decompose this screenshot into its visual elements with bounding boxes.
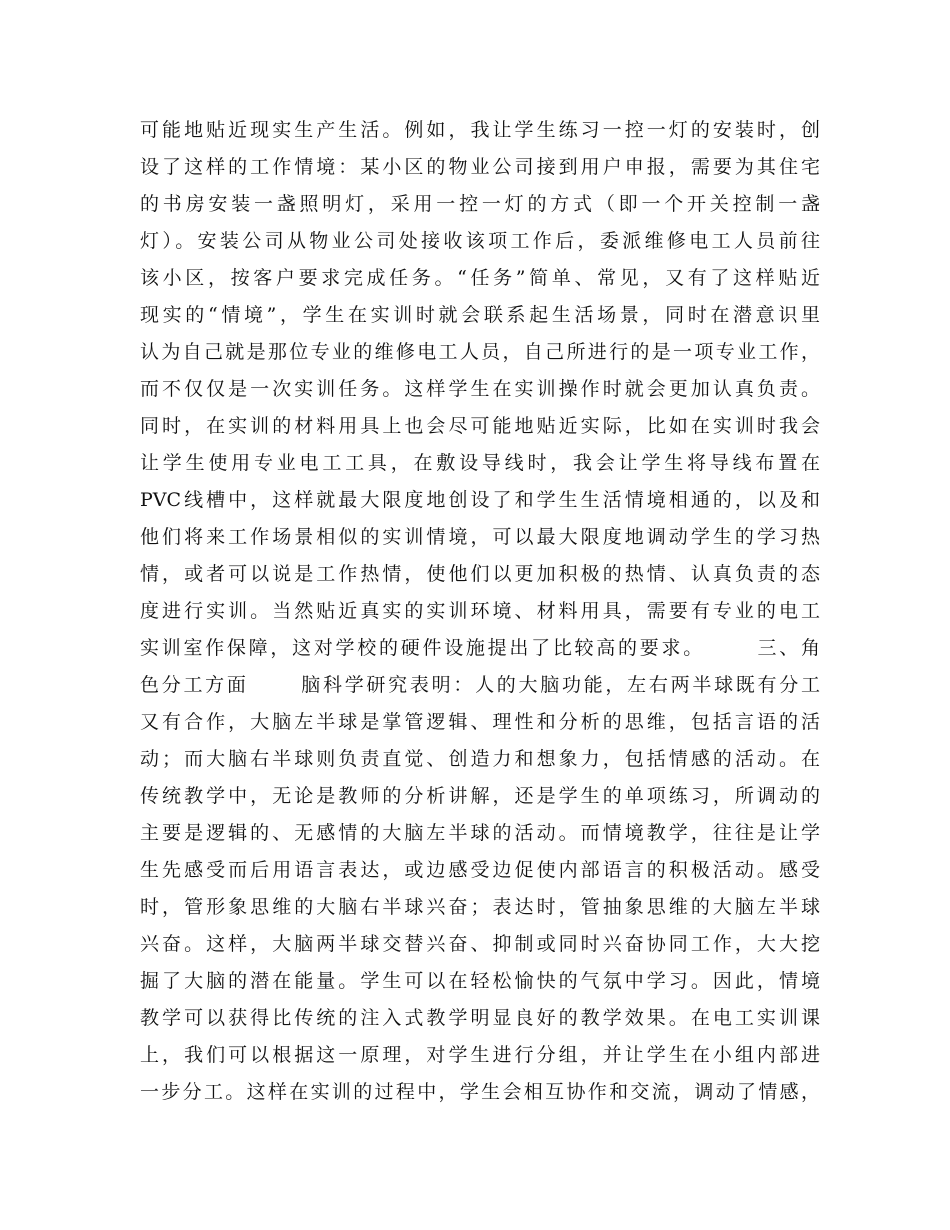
text-line-15: 实训室作保障，这对学校的硬件设施提出了比较高的要求。 三、角 — [140, 637, 820, 659]
text-line-14: 度进行实训。当然贴近真实的实训环境、材料用具，需要有专业的电工 — [140, 600, 820, 622]
text-line-4: 灯）。安装公司从物业公司处接收该项工作后，委派维修电工人员前往 — [140, 230, 820, 252]
text-line-8: 而不仅仅是一次实训任务。这样学生在实训操作时就会更加认真负责。 — [140, 378, 820, 400]
text-line-17: 又有合作，大脑左半球是掌管逻辑、理性和分析的思维，包括言语的活 — [140, 711, 820, 733]
text-line-23: 兴奋。这样，大脑两半球交替兴奋、抑制或同时兴奋协同工作，大大挖 — [140, 933, 820, 955]
text-line-5: 该小区，按客户要求完成任务。“任务”简单、常见，又有了这样贴近 — [140, 267, 820, 289]
text-line-22: 时，管形象思维的大脑右半球兴奋；表达时，管抽象思维的大脑左半球 — [140, 896, 820, 918]
text-line-3: 的书房安装一盏照明灯，采用一控一灯的方式（即一个开关控制一盏 — [140, 193, 820, 215]
text-line-13: 情，或者可以说是工作热情，使他们以更加积极的热情、认真负责的态 — [140, 563, 820, 585]
text-line-12: 他们将来工作场景相似的实训情境，可以最大限度地调动学生的学习热 — [140, 526, 820, 548]
text-line-6: 现实的“情境”，学生在实训时就会联系起生活场景，同时在潜意识里 — [140, 304, 820, 326]
text-line-11: PVC线槽中，这样就最大限度地创设了和学生生活情境相通的，以及和 — [140, 489, 820, 511]
text-line-1: 可能地贴近现实生产生活。例如，我让学生练习一控一灯的安装时，创 — [140, 119, 820, 141]
body-text — [140, 112, 820, 1111]
text-line-24: 掘了大脑的潜在能量。学生可以在轻松愉快的气氛中学习。因此，情境 — [140, 970, 820, 992]
text-line-16: 色分工方面 脑科学研究表明：人的大脑功能，左右两半球既有分工 — [140, 674, 820, 696]
text-line-25: 教学可以获得比传统的注入式教学明显良好的教学效果。在电工实训课 — [140, 1007, 820, 1029]
text-line-10: 让学生使用专业电工工具，在敷设导线时，我会让学生将导线布置在 — [140, 452, 820, 474]
text-line-18: 动；而大脑右半球则负责直觉、创造力和想象力，包括情感的活动。在 — [140, 748, 820, 770]
text-line-19: 传统教学中，无论是教师的分析讲解，还是学生的单项练习，所调动的 — [140, 785, 820, 807]
text-line-2: 设了这样的工作情境：某小区的物业公司接到用户申报，需要为其住宅 — [140, 156, 820, 178]
text-line-26: 上，我们可以根据这一原理，对学生进行分组，并让学生在小组内部进 — [140, 1044, 820, 1066]
text-line-9: 同时，在实训的材料用具上也会尽可能地贴近实际，比如在实训时我会 — [140, 415, 820, 437]
text-line-20: 主要是逻辑的、无感情的大脑左半球的活动。而情境教学，往往是让学 — [140, 822, 820, 844]
text-line-27: 一步分工。这样在实训的过程中，学生会相互协作和交流，调动了情感， — [140, 1081, 820, 1103]
text-line-7: 认为自己就是那位专业的维修电工人员，自己所进行的是一项专业工作， — [140, 341, 820, 363]
text-line-21: 生先感受而后用语言表达，或边感受边促使内部语言的积极活动。感受 — [140, 859, 820, 881]
